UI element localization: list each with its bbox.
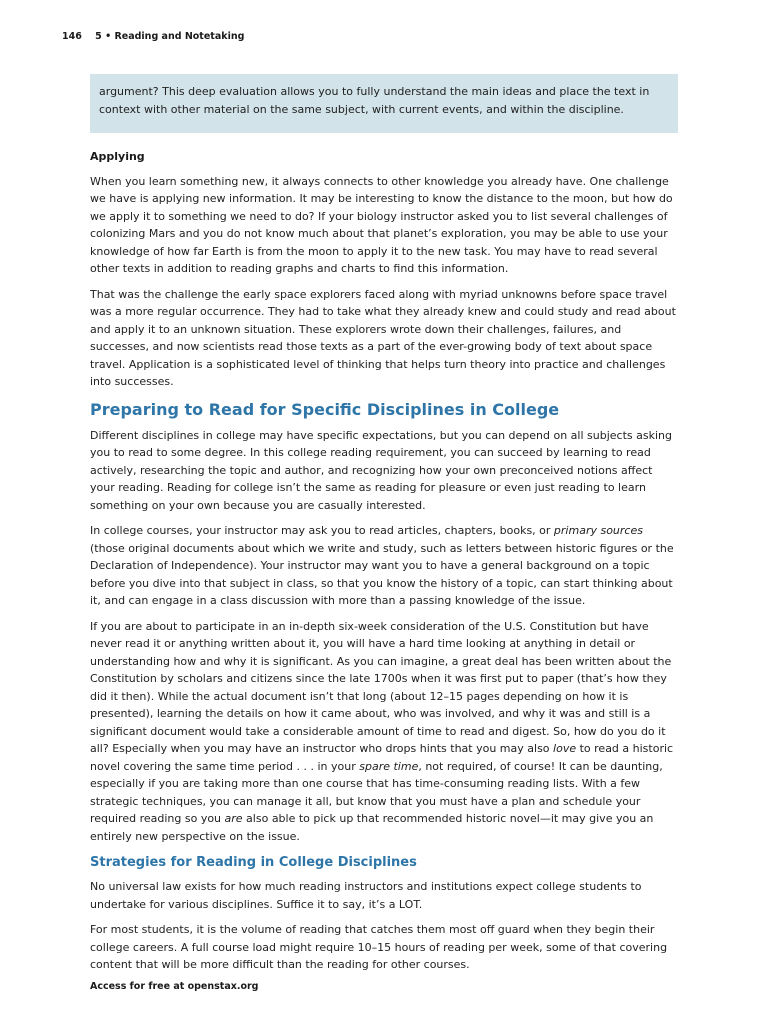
page-header [62, 31, 244, 42]
emphasis-are: are [224, 812, 243, 825]
text-run: also able to pick up that recommended historic novel—it may give you an entirely new perspective on the issue. [90, 812, 654, 843]
preparing-paragraph-1: Different disciplines in college may have specific expectations, but you can depend on all subjects asking you to read to some degree. In this college reading requirement, you can succeed by learning to read actively, researching the topic and author, and recognizing how your own preconceived notions affect your reading. Reading for college isn’t the same as reading for pleasure or even just reading to learn something on your own because you are casually interested. [90, 428, 672, 512]
text-run: If you are about to participate in an in-depth six-week consideration of the U.S. Constitution but have never read it or anything written about it, you will have a hard time looking at anything in detail or understanding how and why it is significant. As you can imagine, a great deal has been written about the Constitution by scholars and citizens since the late 1700s when it was first put to paper (that’s how they did it then). While the actual document isn’t that long (about 12–15 pages depending on how it is presented), learning the details on how it came about, who was involved, and why it was and still is a significant document would take a considerable amount of time to read and digest. So, how do you do it all? Especially when you may have an instructor who drops hints that you may also [90, 619, 672, 755]
chapter-title: 5 • Reading and Notetaking [95, 31, 245, 42]
text-run: In college courses, your instructor may ask you to read articles, chapters, books, or [90, 524, 554, 537]
main-content [90, 148, 680, 982]
applying-paragraph-1: When you learn something new, it always connects to other knowledge you already have. One challenge we have is applying new information. It may be interesting to know the distance to the moon, but how do we apply it to something we need to do? If your biology instructor asked you to list several challenges of colonizing Mars and you do not know much about that planet’s exploration, you may be able to use your knowledge of how far Earth is from the moon to apply it to the new task. You may have to read several other texts in addition to reading graphs and charts to find this information. [90, 174, 673, 275]
text-run: to read a historic novel covering the same time period . . . in your [90, 742, 674, 773]
applying-heading: Applying [90, 150, 145, 163]
preparing-paragraph-3 [90, 618, 680, 846]
emphasis-love: love [553, 742, 577, 755]
strategies-paragraph-1: No universal law exists for how much reading instructors and institutions expect college students to undertake for various disciplines. Suffice it to say, it’s a LOT. [90, 880, 642, 911]
text-run: , not required, of course! It can be daunting, especially if you are taking more than one course that has time-consuming reading lists. With a few strategic techniques, you can manage it all, but know that you must have a plan and schedule your required reading so you [90, 759, 663, 825]
preparing-paragraph-2 [90, 522, 680, 610]
page-footer[interactable]: Access for free at openstax.org [90, 981, 259, 992]
page-number: 146 [62, 31, 82, 42]
callout-box [90, 74, 678, 133]
applying-paragraph-2: That was the challenge the early space explorers faced along with myriad unknowns before space travel was a more regular occurrence. They had to take what they already knew and could study and read about and apply it to an unknown situation. These explorers wrote down their challenges, failures, and successes, and now scientists read those texts as a part of the ever-growing body of text about space travel. Application is a sophisticated level of thinking that helps turn theory into practice and challenges into successes. [90, 287, 676, 388]
emphasis-primary-sources: primary sources [553, 524, 643, 537]
strategies-paragraph-2: For most students, it is the volume of reading that catches them most off guard when they begin their college careers. A full course load might require 10–15 hours of reading per week, some of that covering content that will be more difficult than the reading for other courses. [90, 923, 668, 971]
text-run: (those original documents about which we write and study, such as letters between historic figures or the Declaration of Independence). Your instructor may want you to have a general background on a topic before you dive into that subject in class, so that you know the history of a topic, can start thinking about it, and can engage in a class discussion with more than a passing knowledge of the issue. [90, 541, 674, 607]
callout-text: argument? This deep evaluation allows you to fully understand the main ideas and place the text in context with other material on the same subject, with current events, and within the discipline. [99, 85, 650, 116]
subsection-heading-strategies: Strategies for Reading in College Disciplines [90, 855, 417, 870]
section-heading-preparing: Preparing to Read for Specific Disciplines in College [90, 399, 560, 419]
emphasis-spare-time: spare time [359, 759, 419, 773]
